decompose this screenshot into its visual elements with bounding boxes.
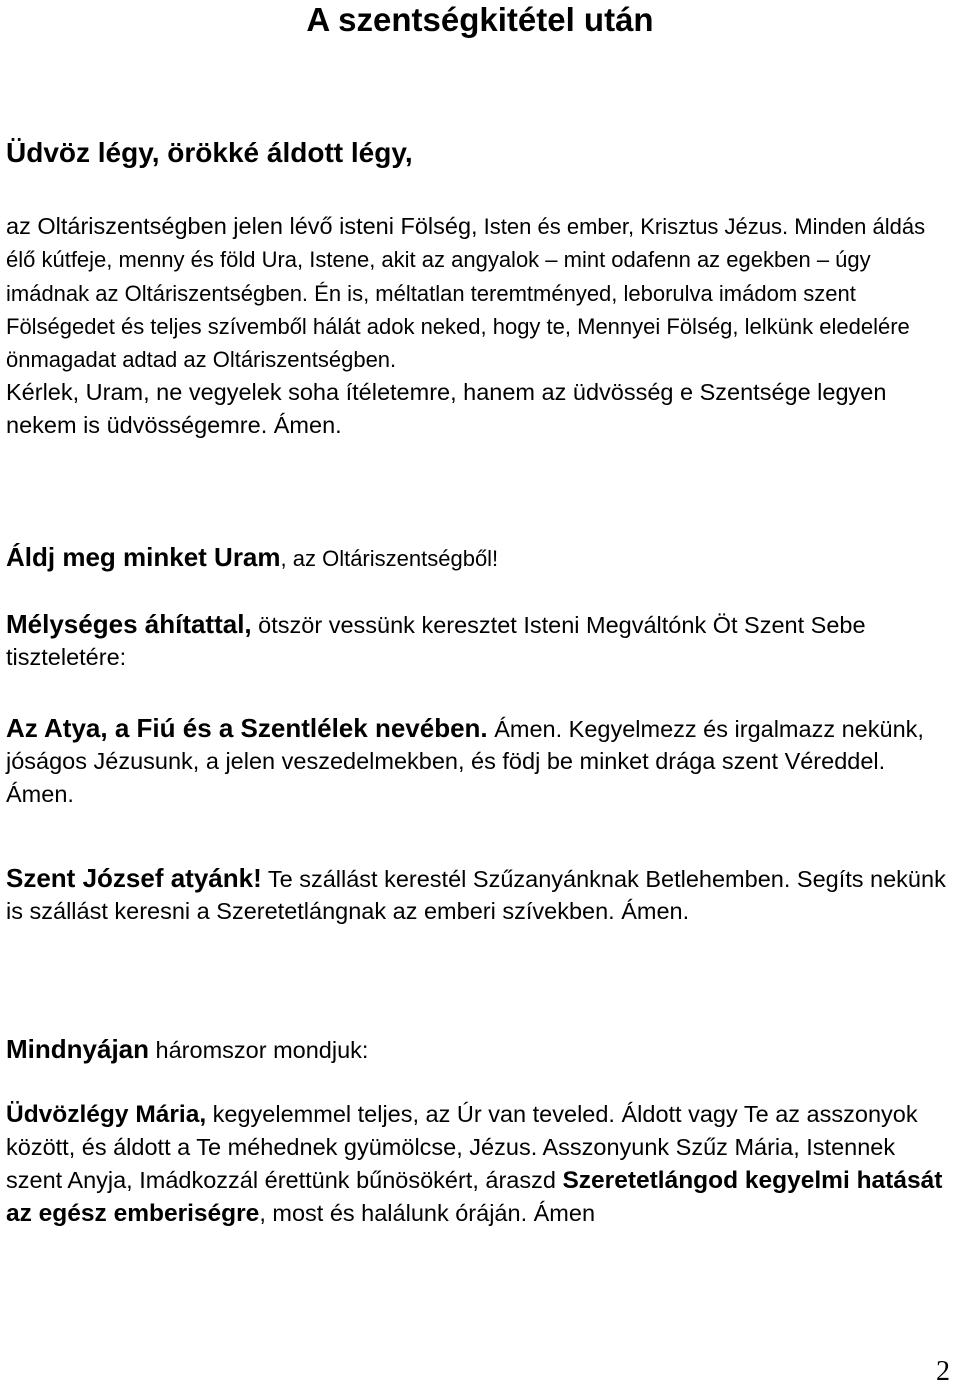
greeting-heading: Üdvöz légy, örökké áldott légy, [6, 137, 413, 168]
adoration-prayer-intro: az Oltáriszentségben jelen lévő isteni Fölség, [6, 213, 478, 239]
devotion-paragraph [6, 608, 956, 674]
joseph-rest: Te szállást kerestél Szűzanyánknak Betlehemben. Segíts nekünk is szállást keresni a Szeretetlángnak az emberi szívekben. Ámen. [6, 866, 946, 925]
adoration-prayer [6, 210, 956, 441]
blessing-bold: Áldj meg minket Uram [6, 542, 281, 572]
devotion-rest: ötször vessünk keresztet Isteni Megváltónk Öt Szent Sebe tiszteletére: [6, 612, 866, 671]
devotion-bold: Mélységes áhítattal, [6, 609, 252, 639]
trinity-paragraph [6, 712, 956, 810]
page-number: 2 [936, 1356, 950, 1387]
all-instruction [6, 1033, 956, 1066]
blessing-line [6, 541, 956, 575]
joseph-paragraph [6, 862, 956, 928]
hail-mary-bold-opening: Üdvözlégy Mária, [6, 1101, 207, 1128]
hail-mary-text: kegyelemmel teljes, az Úr van teveled. Áldott vagy Te az asszonyok között, és áldott a Te méhednek gyümölcse, Jézus. Asszonyunk Szűz Mária, Istennek szent Anyja, Imádkozzál érettünk bűnösökért, áraszd [6, 1101, 918, 1193]
hail-mary-ending: , most és halálunk óráján. Ámen [259, 1199, 596, 1226]
all-rest: háromszor mondjuk: [149, 1037, 369, 1063]
all-bold: Mindnyájan [6, 1034, 150, 1064]
trinity-bold: Az Atya, a Fiú és a Szentlélek nevében. [6, 713, 488, 743]
hail-mary-prayer [6, 1098, 956, 1230]
joseph-bold: Szent József atyánk! [6, 863, 262, 893]
page-title: A szentségkitétel után [306, 1, 654, 38]
blessing-rest: , az Oltáriszentségből! [280, 546, 499, 571]
hail-mary-bold-flame: Szeretetlángod kegyelmi hatását az egész emberiségre [6, 1166, 943, 1227]
adoration-prayer-closing: Kérlek, Uram, ne vegyelek soha ítéletemre, hanem az üdvösség e Szentsége legyen nekem is üdvösségemre. Ámen. [6, 379, 887, 438]
trinity-rest: Ámen. Kegyelmezz és irgalmazz nekünk, jóságos Jézusunk, a jelen veszedelmekben, és födj be minket drága szent Véreddel. Ámen. [6, 716, 924, 807]
adoration-prayer-body: Isten és ember, Krisztus Jézus. Minden áldás élő kútfeje, menny és föld Ura, Istene, akit az angyalok – mint odafenn az egekben – úgy imádnak az Oltáriszentségben. Én is, méltatlan teremtményed, leborulva imádom szent Fölségedet és teljes szívemből hálát adok neked, hogy te, Mennyei Fölség, lelkünk eledelére önmagadat adtad az Oltáriszentségben. [6, 214, 926, 373]
